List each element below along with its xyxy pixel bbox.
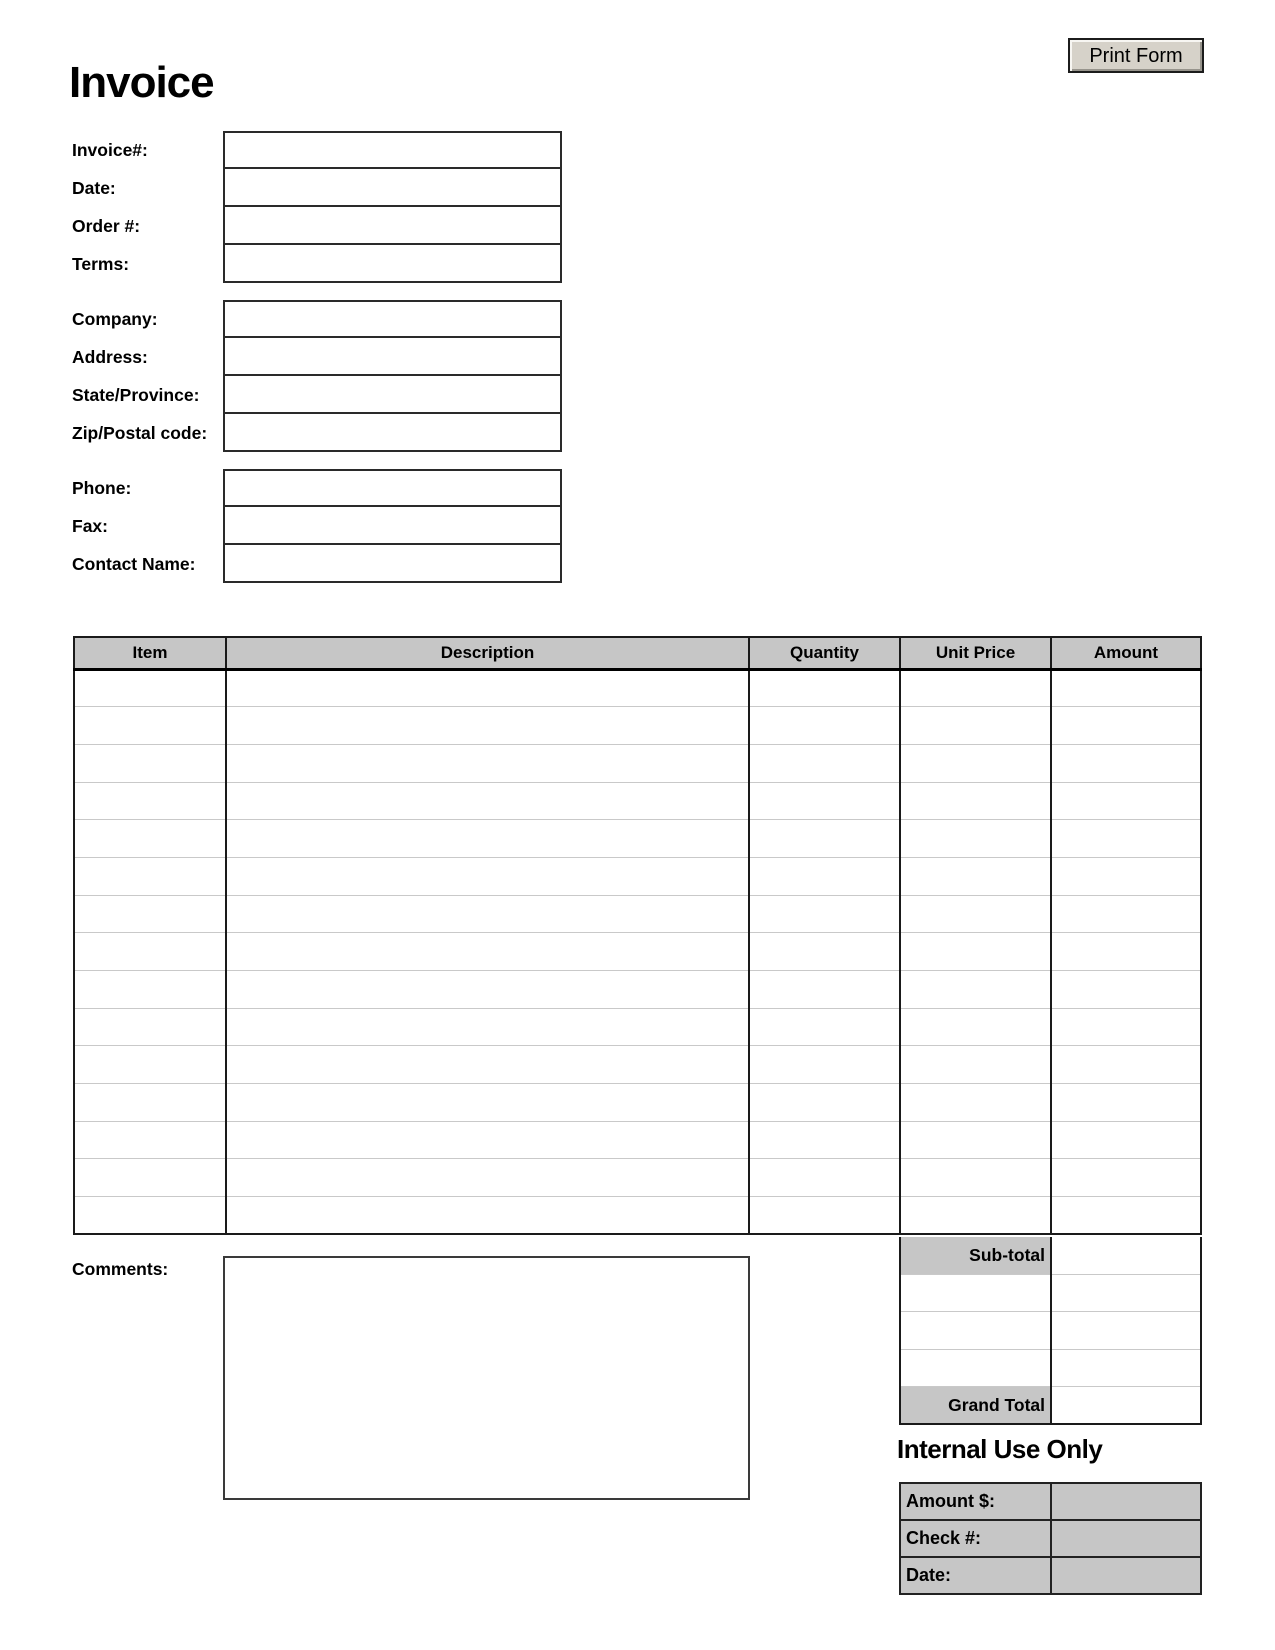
item-cell-unit-price[interactable] xyxy=(900,895,1051,933)
totals-blank-value[interactable] xyxy=(1051,1312,1201,1349)
item-cell-quantity[interactable] xyxy=(749,857,900,895)
item-cell-description[interactable] xyxy=(226,1008,749,1046)
column-header-description: Description xyxy=(226,637,749,669)
item-row xyxy=(74,820,1201,858)
item-cell-amount[interactable] xyxy=(1051,707,1201,745)
date-input[interactable] xyxy=(223,169,562,207)
item-row xyxy=(74,782,1201,820)
item-cell-item[interactable] xyxy=(74,820,226,858)
item-cell-amount[interactable] xyxy=(1051,933,1201,971)
grand-total-value[interactable] xyxy=(1051,1387,1201,1424)
item-cell-amount[interactable] xyxy=(1051,669,1201,707)
item-cell-unit-price[interactable] xyxy=(900,820,1051,858)
item-cell-quantity[interactable] xyxy=(749,895,900,933)
totals-blank-label xyxy=(900,1349,1051,1386)
print-form-button[interactable]: Print Form xyxy=(1068,38,1204,73)
item-cell-quantity[interactable] xyxy=(749,669,900,707)
item-cell-item[interactable] xyxy=(74,971,226,1009)
item-cell-description[interactable] xyxy=(226,1121,749,1159)
item-cell-item[interactable] xyxy=(74,1121,226,1159)
item-cell-amount[interactable] xyxy=(1051,971,1201,1009)
invoice-number-input[interactable] xyxy=(223,131,562,169)
phone-input[interactable] xyxy=(223,469,562,507)
state-province-label: State/Province: xyxy=(72,385,200,405)
item-cell-description[interactable] xyxy=(226,1046,749,1084)
item-cell-amount[interactable] xyxy=(1051,1197,1201,1235)
grand-total-label: Grand Total xyxy=(900,1387,1051,1424)
internal-check-number-label: Check #: xyxy=(900,1520,1051,1557)
item-cell-quantity[interactable] xyxy=(749,782,900,820)
item-cell-unit-price[interactable] xyxy=(900,1084,1051,1122)
item-cell-unit-price[interactable] xyxy=(900,744,1051,782)
comments-label: Comments: xyxy=(72,1259,169,1279)
totals-row xyxy=(900,1349,1201,1386)
item-row xyxy=(74,895,1201,933)
item-cell-item[interactable] xyxy=(74,782,226,820)
invoice-number-label: Invoice#: xyxy=(72,140,148,160)
item-cell-unit-price[interactable] xyxy=(900,782,1051,820)
item-cell-quantity[interactable] xyxy=(749,820,900,858)
item-cell-description[interactable] xyxy=(226,1197,749,1235)
item-cell-amount[interactable] xyxy=(1051,1046,1201,1084)
item-cell-item[interactable] xyxy=(74,1008,226,1046)
totals-row xyxy=(900,1387,1201,1424)
item-row xyxy=(74,1046,1201,1084)
totals-blank-value[interactable] xyxy=(1051,1274,1201,1311)
totals-table xyxy=(899,1237,1202,1425)
item-cell-quantity[interactable] xyxy=(749,1121,900,1159)
item-cell-quantity[interactable] xyxy=(749,1084,900,1122)
address-label: Address: xyxy=(72,347,148,367)
item-cell-item[interactable] xyxy=(74,669,226,707)
item-cell-unit-price[interactable] xyxy=(900,669,1051,707)
comments-input[interactable] xyxy=(223,1256,750,1500)
terms-input[interactable] xyxy=(223,245,562,283)
company-info-fieldset xyxy=(72,300,567,452)
item-cell-quantity[interactable] xyxy=(749,1159,900,1197)
invoice-info-fieldset xyxy=(72,131,567,283)
item-cell-quantity[interactable] xyxy=(749,933,900,971)
date-label: Date: xyxy=(72,178,116,198)
column-header-item: Item xyxy=(74,637,226,669)
item-cell-item[interactable] xyxy=(74,1159,226,1197)
order-number-input[interactable] xyxy=(223,207,562,245)
company-label: Company: xyxy=(72,309,158,329)
sub-total-value[interactable] xyxy=(1051,1237,1201,1274)
item-cell-quantity[interactable] xyxy=(749,1008,900,1046)
contact-info-fieldset xyxy=(72,469,567,583)
item-cell-amount[interactable] xyxy=(1051,1159,1201,1197)
item-cell-item[interactable] xyxy=(74,1084,226,1122)
internal-date-label: Date: xyxy=(900,1557,1051,1594)
fax-label: Fax: xyxy=(72,516,108,536)
item-cell-description[interactable] xyxy=(226,1084,749,1122)
totals-blank-value[interactable] xyxy=(1051,1349,1201,1386)
item-cell-unit-price[interactable] xyxy=(900,1159,1051,1197)
item-cell-item[interactable] xyxy=(74,707,226,745)
fax-input[interactable] xyxy=(223,507,562,545)
totals-row xyxy=(900,1312,1201,1349)
item-cell-amount[interactable] xyxy=(1051,820,1201,858)
item-cell-unit-price[interactable] xyxy=(900,971,1051,1009)
contact-name-input[interactable] xyxy=(223,545,562,583)
items-table xyxy=(73,636,1202,1235)
item-row xyxy=(74,1084,1201,1122)
item-cell-item[interactable] xyxy=(74,895,226,933)
item-cell-unit-price[interactable] xyxy=(900,707,1051,745)
company-input[interactable] xyxy=(223,300,562,338)
item-cell-quantity[interactable] xyxy=(749,1046,900,1084)
totals-blank-label xyxy=(900,1312,1051,1349)
items-table-header xyxy=(74,637,1201,669)
item-row xyxy=(74,669,1201,707)
item-cell-description[interactable] xyxy=(226,782,749,820)
item-cell-unit-price[interactable] xyxy=(900,933,1051,971)
item-cell-unit-price[interactable] xyxy=(900,1197,1051,1235)
internal-amount-label: Amount $: xyxy=(900,1483,1051,1520)
item-cell-amount[interactable] xyxy=(1051,857,1201,895)
item-row xyxy=(74,1008,1201,1046)
item-cell-quantity[interactable] xyxy=(749,707,900,745)
order-number-label: Order #: xyxy=(72,216,141,236)
item-cell-description[interactable] xyxy=(226,744,749,782)
item-cell-description[interactable] xyxy=(226,820,749,858)
item-row xyxy=(74,1197,1201,1235)
item-cell-quantity[interactable] xyxy=(749,744,900,782)
item-cell-amount[interactable] xyxy=(1051,1008,1201,1046)
item-row xyxy=(74,1159,1201,1197)
item-row xyxy=(74,971,1201,1009)
internal-check-number-row xyxy=(900,1520,1201,1557)
internal-date-row xyxy=(900,1557,1201,1594)
item-row xyxy=(74,1121,1201,1159)
item-row xyxy=(74,933,1201,971)
phone-label: Phone: xyxy=(72,478,132,498)
item-cell-amount[interactable] xyxy=(1051,744,1201,782)
item-cell-item[interactable] xyxy=(74,933,226,971)
zip-postal-code-label: Zip/Postal code: xyxy=(72,423,208,443)
state-province-input[interactable] xyxy=(223,376,562,414)
page-title: Invoice xyxy=(69,58,214,107)
internal-use-table xyxy=(899,1482,1202,1595)
item-cell-unit-price[interactable] xyxy=(900,1008,1051,1046)
terms-label: Terms: xyxy=(72,254,130,274)
item-cell-item[interactable] xyxy=(74,1197,226,1235)
item-cell-quantity[interactable] xyxy=(749,1197,900,1235)
column-header-quantity: Quantity xyxy=(749,637,900,669)
item-cell-description[interactable] xyxy=(226,857,749,895)
item-cell-description[interactable] xyxy=(226,1159,749,1197)
item-cell-unit-price[interactable] xyxy=(900,1046,1051,1084)
contact-name-label: Contact Name: xyxy=(72,554,196,574)
internal-check-number-input[interactable] xyxy=(1051,1520,1201,1557)
internal-date-input[interactable] xyxy=(1051,1557,1201,1594)
item-cell-amount[interactable] xyxy=(1051,895,1201,933)
item-cell-description[interactable] xyxy=(226,707,749,745)
internal-amount-row xyxy=(900,1483,1201,1520)
item-cell-amount[interactable] xyxy=(1051,1121,1201,1159)
internal-amount-input[interactable] xyxy=(1051,1483,1201,1520)
item-cell-item[interactable] xyxy=(74,857,226,895)
internal-use-heading: Internal Use Only xyxy=(897,1434,1103,1464)
zip-postal-code-input[interactable] xyxy=(223,414,562,452)
item-cell-unit-price[interactable] xyxy=(900,1121,1051,1159)
item-cell-unit-price[interactable] xyxy=(900,857,1051,895)
item-cell-description[interactable] xyxy=(226,669,749,707)
item-cell-amount[interactable] xyxy=(1051,782,1201,820)
totals-row xyxy=(900,1274,1201,1311)
item-row xyxy=(74,744,1201,782)
item-cell-description[interactable] xyxy=(226,971,749,1009)
item-cell-item[interactable] xyxy=(74,744,226,782)
column-header-amount: Amount xyxy=(1051,637,1201,669)
totals-row xyxy=(900,1237,1201,1274)
item-row xyxy=(74,857,1201,895)
item-cell-item[interactable] xyxy=(74,1046,226,1084)
item-cell-amount[interactable] xyxy=(1051,1084,1201,1122)
item-cell-description[interactable] xyxy=(226,933,749,971)
sub-total-label: Sub-total xyxy=(900,1237,1051,1274)
column-header-unit-price: Unit Price xyxy=(900,637,1051,669)
item-cell-quantity[interactable] xyxy=(749,971,900,1009)
address-input[interactable] xyxy=(223,338,562,376)
item-cell-description[interactable] xyxy=(226,895,749,933)
totals-blank-label xyxy=(900,1274,1051,1311)
item-row xyxy=(74,707,1201,745)
